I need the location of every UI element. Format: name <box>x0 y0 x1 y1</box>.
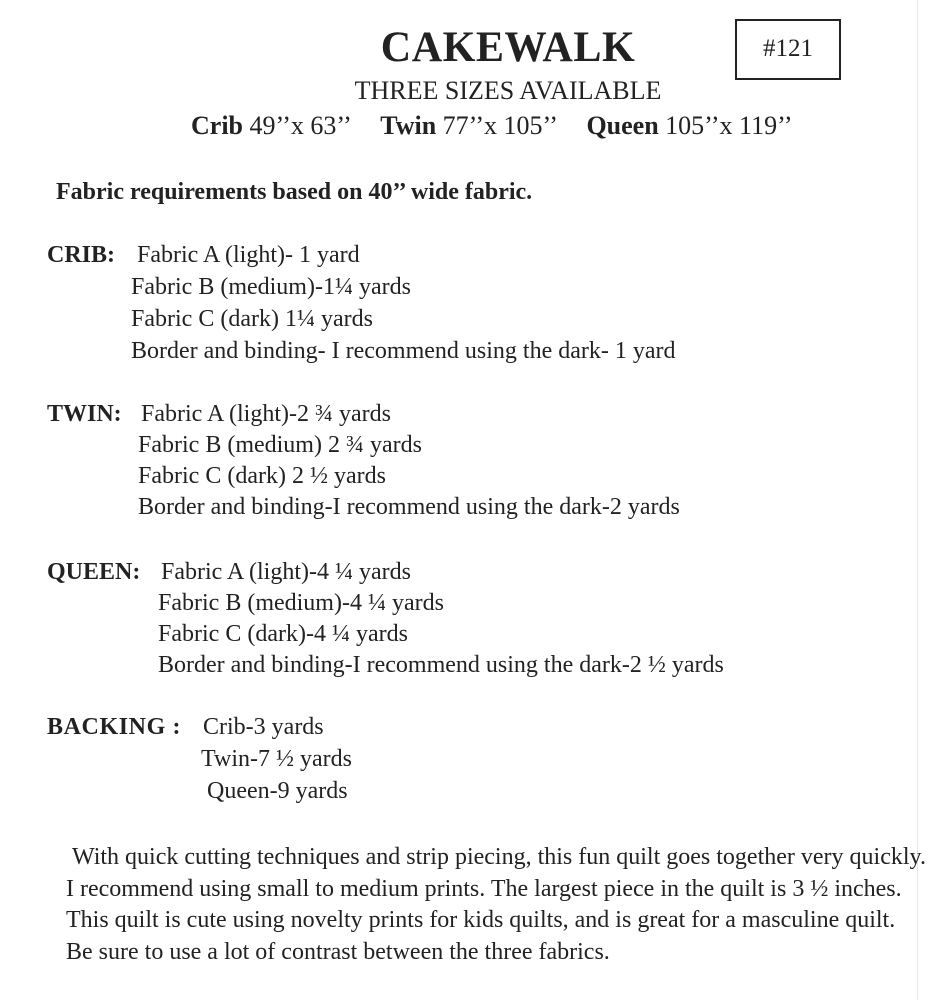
backing-label: BACKING : <box>47 714 182 740</box>
backing-crib: Crib-3 yards <box>203 714 324 740</box>
size-dimensions-line <box>191 108 792 144</box>
queen-border-binding: Border and binding-I recommend using the dark-2 ½ yards <box>158 652 724 678</box>
twin-label: TWIN: <box>47 401 122 427</box>
crib-label: CRIB: <box>47 242 116 268</box>
pattern-number-box <box>735 19 841 80</box>
pattern-description <box>66 842 926 968</box>
queen-fabric-c: Fabric C (dark)-4 ¼ yards <box>158 621 408 647</box>
twin-fabric-b: Fabric B (medium) 2 ¾ yards <box>138 432 422 458</box>
queen-label: QUEEN: <box>47 559 141 585</box>
crib-fabric-c: Fabric C (dark) 1¼ yards <box>131 306 373 332</box>
pattern-number: #121 <box>763 35 813 62</box>
queen-fabric-a: Fabric A (light)-4 ¼ yards <box>161 559 411 585</box>
size-dimensions-twin: 77’’x 105’’ <box>442 111 558 140</box>
twin-border-binding: Border and binding-I recommend using the dark-2 yards <box>138 494 680 520</box>
size-name-queen: Queen <box>586 111 659 140</box>
description-paragraph: With quick cutting techniques and strip piecing, this fun quilt goes together very quickly. I recommend using small to medium prints. The largest piece in the quilt is 3 ½ inches. This quilt is cute using novelty prints for kids quilts, and is great for a masculine quilt. Be sure to use a lot of contrast between the three fabrics. <box>66 844 926 965</box>
crib-fabric-a: Fabric A (light)- 1 yard <box>137 242 360 268</box>
size-dimensions-crib: 49’’x 63’’ <box>249 111 352 140</box>
twin-fabric-c: Fabric C (dark) 2 ½ yards <box>138 463 386 489</box>
crib-fabric-b: Fabric B (medium)-1¼ yards <box>131 274 411 300</box>
size-name-twin: Twin <box>380 111 437 140</box>
queen-fabric-b: Fabric B (medium)-4 ¼ yards <box>158 590 444 616</box>
fabric-width-note: Fabric requirements based on 40’’ wide fabric. <box>56 179 533 205</box>
backing-queen: Queen-9 yards <box>207 778 348 804</box>
sizes-subtitle: THREE SIZES AVAILABLE <box>354 76 662 105</box>
pattern-title: CAKEWALK <box>380 24 636 71</box>
size-name-crib: Crib <box>191 111 243 140</box>
backing-twin: Twin-7 ½ yards <box>201 746 352 772</box>
crib-border-binding: Border and binding- I recommend using the dark- 1 yard <box>131 338 676 364</box>
twin-fabric-a: Fabric A (light)-2 ¾ yards <box>141 401 391 427</box>
size-dimensions-queen: 105’’x 119’’ <box>665 111 793 140</box>
